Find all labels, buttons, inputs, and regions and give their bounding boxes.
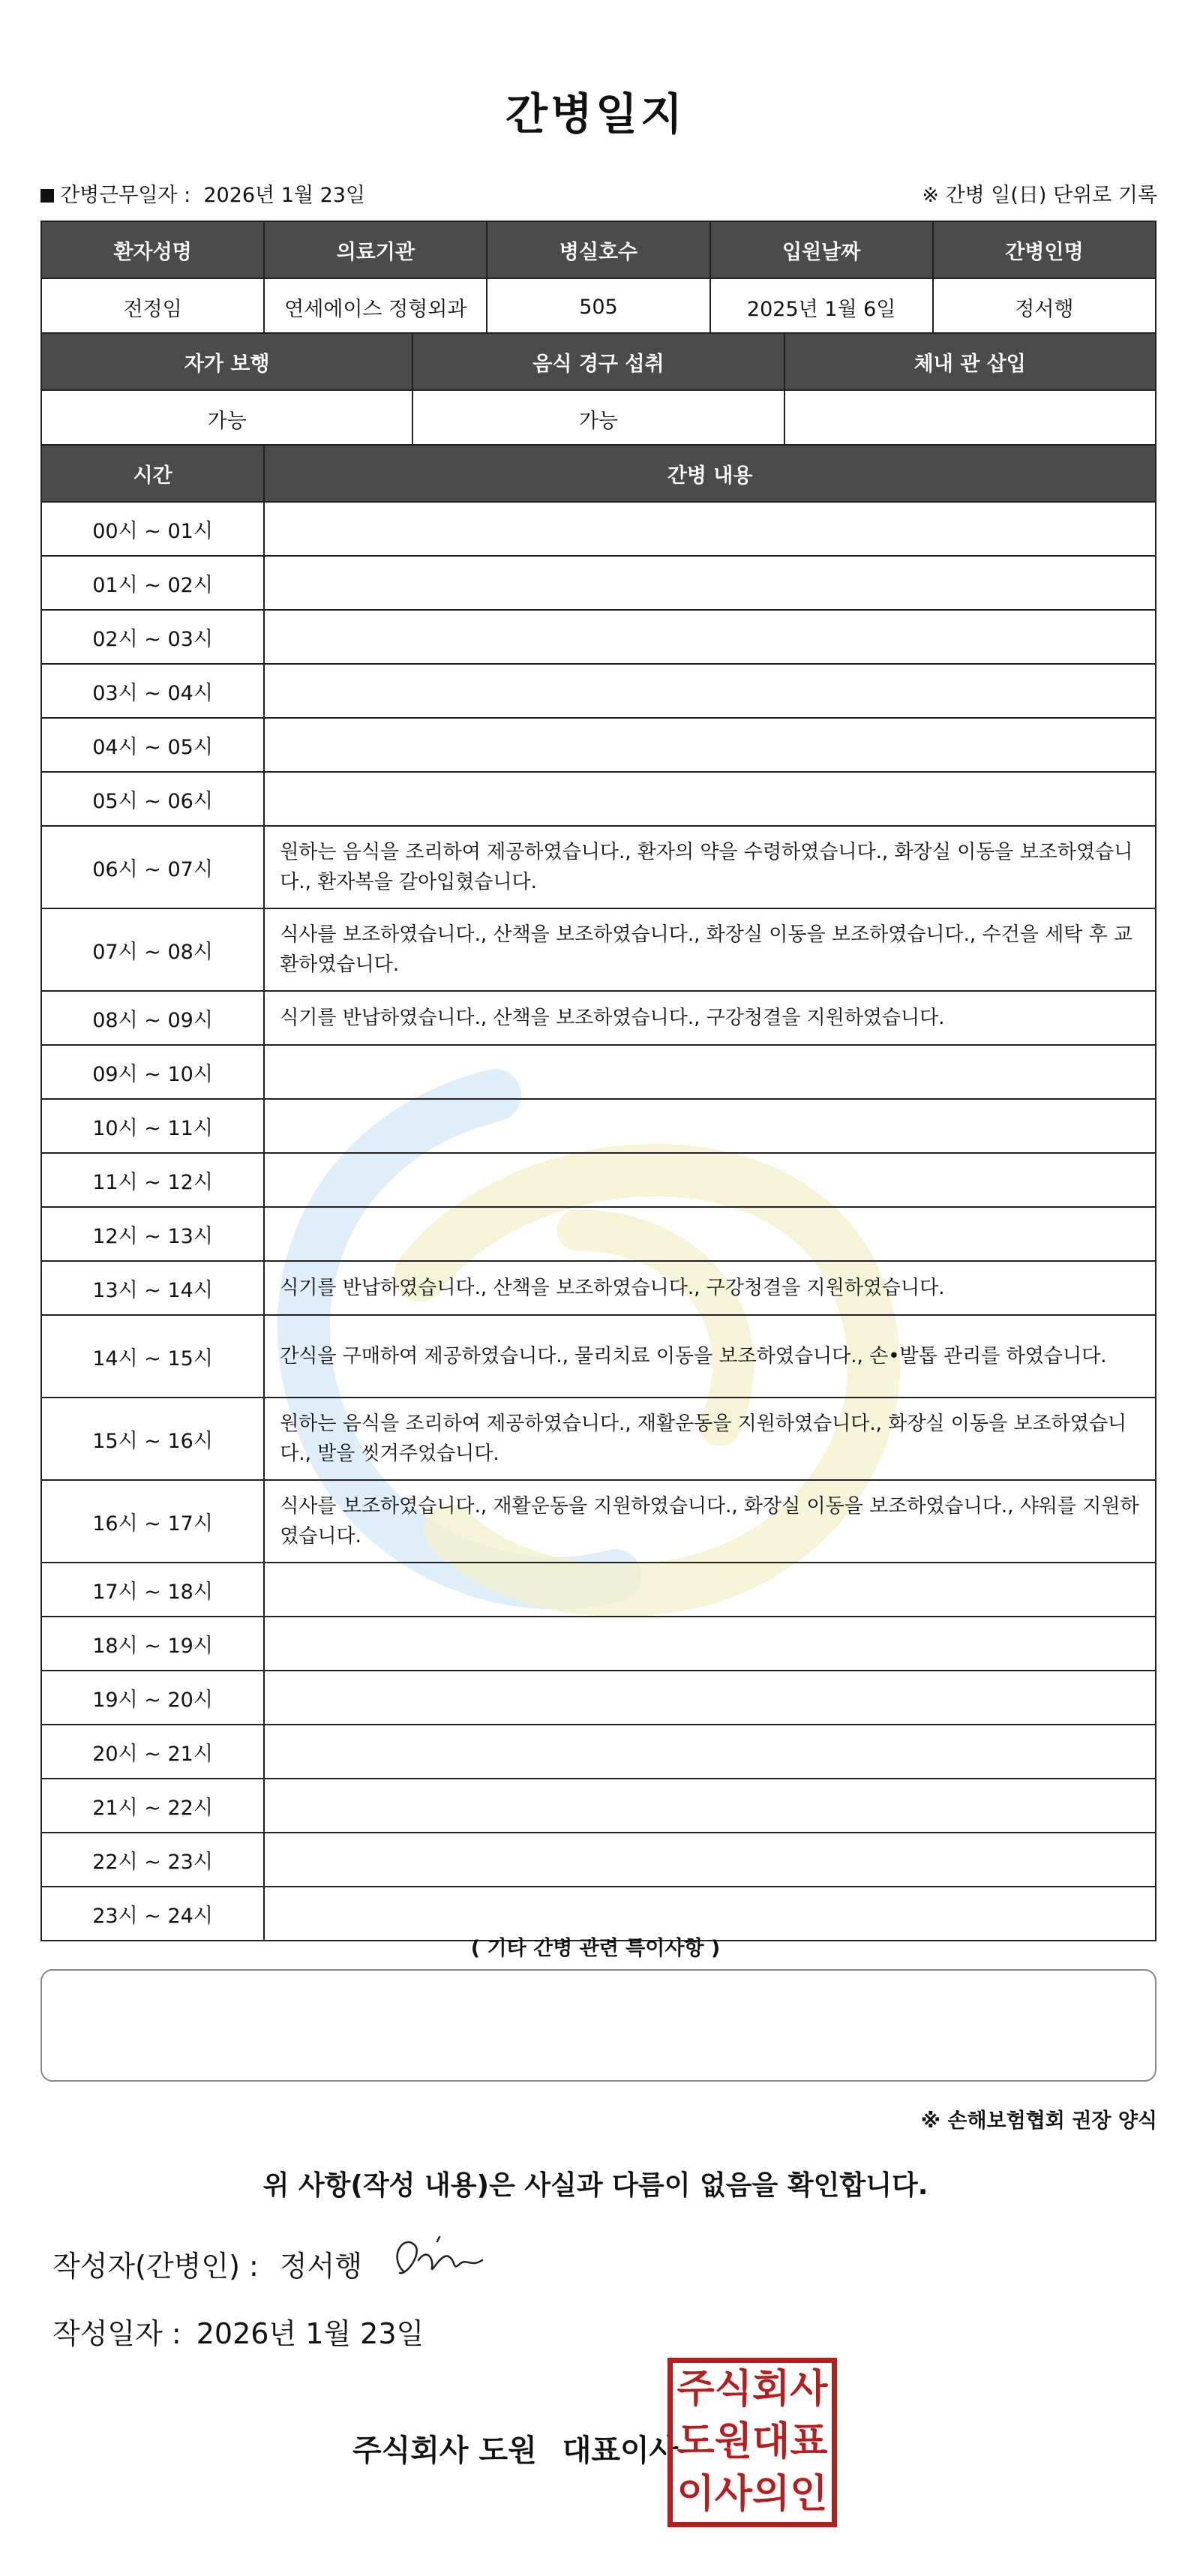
care-log-time: 23시 ~ 24시 xyxy=(41,1887,264,1941)
care-log-row xyxy=(41,1563,1156,1617)
header-care-content: 간병 내용 xyxy=(264,445,1156,502)
care-log-content: 원하는 음식을 조리하여 제공하였습니다., 환자의 약을 수령하였습니다., 화장실 이동을 보조하였습니다., 환자복을 갈아입혔습니다. xyxy=(264,826,1156,908)
self-walking-value: 가능 xyxy=(41,390,412,447)
square-bullet-icon xyxy=(40,189,54,203)
work-date-row xyxy=(40,179,365,208)
care-log-row xyxy=(41,1725,1156,1779)
care-log-row xyxy=(41,772,1156,826)
care-log-content xyxy=(264,610,1156,664)
care-log-row xyxy=(41,1617,1156,1671)
care-log-time: 16시 ~ 17시 xyxy=(41,1480,264,1563)
caregiver-name: 정서행 xyxy=(933,278,1156,335)
confirmation-statement: 위 사항(작성 내용)은 사실과 다름이 없음을 확인합니다. xyxy=(262,2170,928,2201)
seal-line-3: 이사의인 xyxy=(676,2472,828,2517)
care-log-time: 18시 ~ 19시 xyxy=(41,1617,264,1671)
care-log-row xyxy=(41,1261,1156,1315)
care-log-row xyxy=(41,1045,1156,1099)
care-log-content xyxy=(264,718,1156,772)
care-log-content xyxy=(264,1099,1156,1153)
special-notes-box xyxy=(40,1969,1156,2082)
care-log-time: 22시 ~ 23시 xyxy=(41,1833,264,1887)
care-log-content xyxy=(264,1671,1156,1725)
care-log-time: 11시 ~ 12시 xyxy=(41,1153,264,1207)
written-date-label: 작성일자 : xyxy=(52,2317,182,2350)
care-log-row xyxy=(41,1671,1156,1725)
care-log-content xyxy=(264,1207,1156,1261)
care-log-time: 14시 ~ 15시 xyxy=(41,1315,264,1398)
care-log-content xyxy=(264,1563,1156,1617)
writer-label: 작성자(간병인) : xyxy=(52,2250,259,2283)
care-log-row xyxy=(41,1779,1156,1833)
care-log-time: 06시 ~ 07시 xyxy=(41,826,264,908)
care-log-time: 09시 ~ 10시 xyxy=(41,1045,264,1099)
care-log-content: 식사를 보조하였습니다., 산책을 보조하였습니다., 화장실 이동을 보조하였습니다., 수건을 세탁 후 교환하였습니다. xyxy=(264,908,1156,991)
writer-name: 정서행 xyxy=(279,2250,362,2283)
care-log-content xyxy=(264,1833,1156,1887)
patient-name: 전정임 xyxy=(41,278,264,335)
document-title: 간병일지 xyxy=(505,89,686,140)
header-oral-intake: 음식 경구 섭취 xyxy=(412,333,784,390)
care-log-header-row xyxy=(41,445,1156,502)
care-log-time: 15시 ~ 16시 xyxy=(41,1398,264,1480)
signature-image xyxy=(381,2226,494,2286)
care-log-time: 10시 ~ 11시 xyxy=(41,1099,264,1153)
care-log-row xyxy=(41,1833,1156,1887)
care-log-content xyxy=(264,556,1156,610)
care-log-row xyxy=(41,556,1156,610)
company-name: 주식회사 도원 xyxy=(352,2433,537,2468)
ceo-title: 대표이사 xyxy=(562,2433,679,2468)
seal-line-2: 도원대표 xyxy=(676,2419,828,2464)
company-seal xyxy=(668,2358,837,2527)
care-log-time: 19시 ~ 20시 xyxy=(41,1671,264,1725)
care-log-content xyxy=(264,772,1156,826)
care-log-row xyxy=(41,718,1156,772)
company-signature-row xyxy=(352,2427,678,2469)
care-log-time: 21시 ~ 22시 xyxy=(41,1779,264,1833)
patient-info-value-row xyxy=(41,278,1156,335)
care-log-content: 간식을 구매하여 제공하였습니다., 물리치료 이동을 보조하였습니다., 손•발톱 관리를 하였습니다. xyxy=(264,1315,1156,1398)
care-log-content: 식기를 반납하였습니다., 산책을 보조하였습니다., 구강청결을 지원하였습니다. xyxy=(264,1261,1156,1315)
care-log-time: 07시 ~ 08시 xyxy=(41,908,264,991)
header-admission-date: 입원날짜 xyxy=(710,221,933,278)
admission-date: 2025년 1월 6일 xyxy=(710,278,933,335)
header-self-walking: 자가 보행 xyxy=(41,333,412,390)
care-log-time: 01시 ~ 02시 xyxy=(41,556,264,610)
writer-row xyxy=(52,2243,362,2284)
care-log-row xyxy=(41,1207,1156,1261)
care-log-row xyxy=(41,610,1156,664)
care-log-content xyxy=(264,1045,1156,1099)
work-date-label: 간병근무일자 : xyxy=(60,184,191,207)
patient-status-header-row xyxy=(41,333,1156,390)
tube-insertion-value xyxy=(784,390,1156,447)
care-log-row xyxy=(41,1153,1156,1207)
care-log-row xyxy=(41,664,1156,718)
care-log-content xyxy=(264,1153,1156,1207)
recommended-form-note: ※ 손해보험협회 권장 양식 xyxy=(920,2109,1157,2133)
care-log-content: 원하는 음식을 조리하여 제공하였습니다., 재활운동을 지원하였습니다., 화장실 이동을 보조하였습니다., 발을 씻겨주었습니다. xyxy=(264,1398,1156,1480)
care-log-time: 02시 ~ 03시 xyxy=(41,610,264,664)
seal-line-1: 주식회사 xyxy=(676,2367,828,2412)
care-log-time: 20시 ~ 21시 xyxy=(41,1725,264,1779)
header-room-number: 병실호수 xyxy=(487,221,710,278)
hospital-name: 연세에이스 정형외과 xyxy=(264,278,487,335)
room-number: 505 xyxy=(487,278,710,335)
header-caregiver-name: 간병인명 xyxy=(933,221,1156,278)
care-log-content xyxy=(264,1617,1156,1671)
header-patient-name: 환자성명 xyxy=(41,221,264,278)
care-log-time: 05시 ~ 06시 xyxy=(41,772,264,826)
patient-status-table xyxy=(40,332,1156,448)
care-log-content xyxy=(264,1725,1156,1779)
care-log-content xyxy=(264,1779,1156,1833)
care-log-time: 17시 ~ 18시 xyxy=(41,1563,264,1617)
care-log-row xyxy=(41,908,1156,991)
care-log-row xyxy=(41,1480,1156,1563)
header-hospital: 의료기관 xyxy=(264,221,487,278)
record-unit-note: ※ 간병 일(日) 단위로 기록 xyxy=(922,184,1157,207)
care-log-table xyxy=(40,444,1156,1941)
care-log-row xyxy=(41,1398,1156,1480)
patient-info-table xyxy=(40,221,1156,336)
care-log-time: 04시 ~ 05시 xyxy=(41,718,264,772)
work-date-value: 2026년 1월 23일 xyxy=(203,184,366,207)
care-log-time: 12시 ~ 13시 xyxy=(41,1207,264,1261)
care-log-time: 03시 ~ 04시 xyxy=(41,664,264,718)
care-log-content: 식사를 보조하였습니다., 재활운동을 지원하였습니다., 화장실 이동을 보조하였습니다., 샤워를 지원하였습니다. xyxy=(264,1480,1156,1563)
care-log-content xyxy=(264,664,1156,718)
care-log-body xyxy=(41,502,1156,1941)
care-log-content: 식기를 반납하였습니다., 산책을 보조하였습니다., 구강청결을 지원하였습니다. xyxy=(264,991,1156,1045)
special-notes-title: ( 기타 간병 관련 특이사항 ) xyxy=(470,1937,721,1960)
care-log-row xyxy=(41,1099,1156,1153)
care-log-row xyxy=(41,502,1156,556)
oral-intake-value: 가능 xyxy=(412,390,784,447)
care-log-row xyxy=(41,826,1156,908)
care-log-time: 08시 ~ 09시 xyxy=(41,991,264,1045)
care-log-content xyxy=(264,502,1156,556)
care-log-time: 13시 ~ 14시 xyxy=(41,1261,264,1315)
written-date-value: 2026년 1월 23일 xyxy=(196,2317,424,2350)
header-time: 시간 xyxy=(41,445,264,502)
patient-status-value-row xyxy=(41,390,1156,447)
care-log-time: 00시 ~ 01시 xyxy=(41,502,264,556)
patient-info-header-row xyxy=(41,221,1156,278)
written-date-row xyxy=(52,2310,424,2352)
care-log-row xyxy=(41,991,1156,1045)
header-tube-insertion: 체내 관 삽입 xyxy=(784,333,1156,390)
care-log-row xyxy=(41,1315,1156,1398)
